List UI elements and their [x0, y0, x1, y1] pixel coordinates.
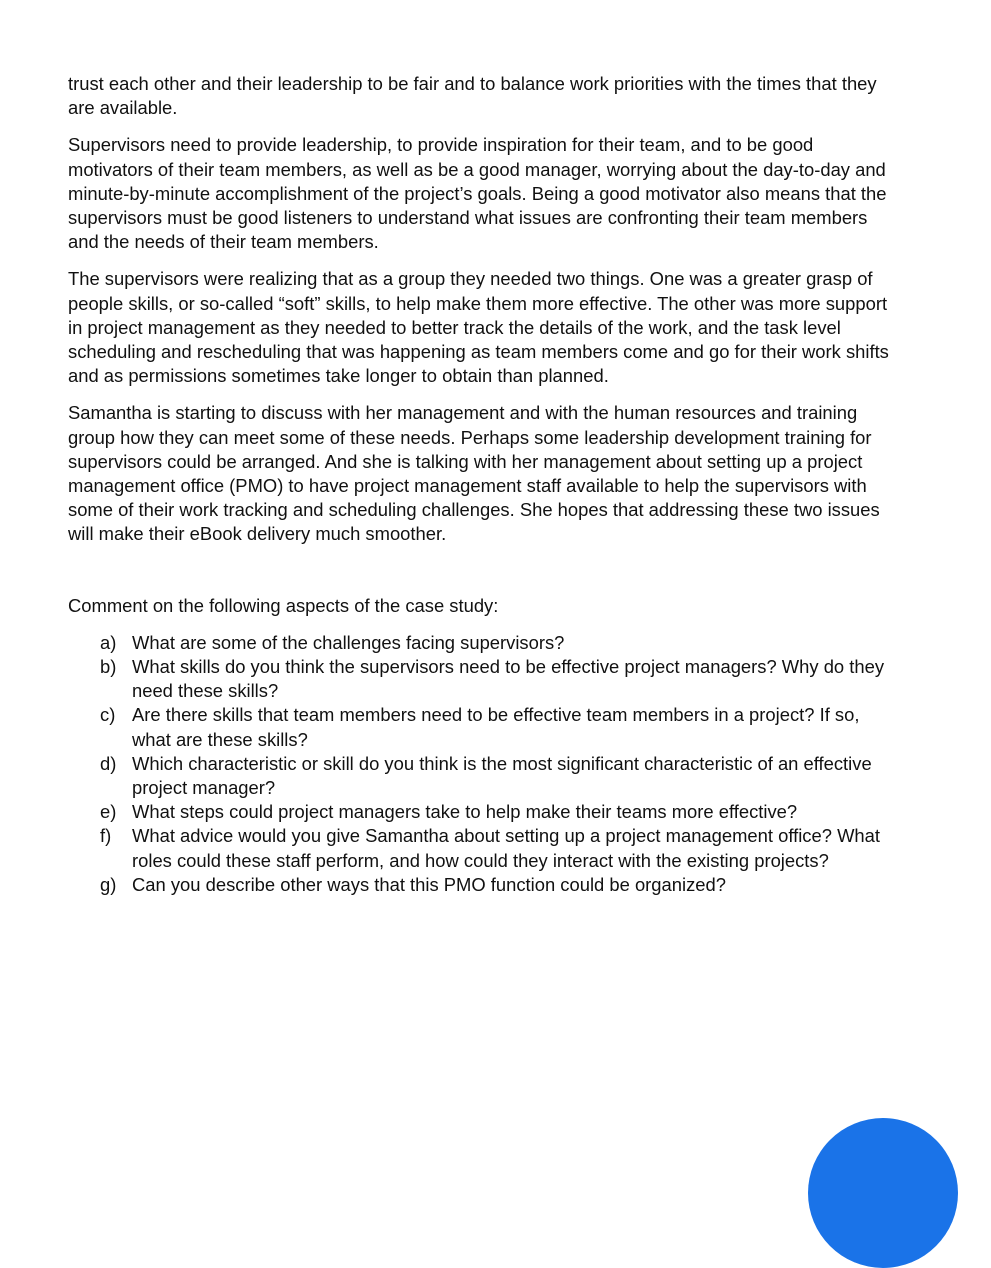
question-text: What are some of the challenges facing supervisors? — [132, 631, 565, 653]
question-item — [100, 752, 898, 800]
paragraph-samantha-plans: Samantha is starting to discuss with her management and with the human resources and training group how they can meet some of these needs. Perhaps some leadership development training for supervisors could be arranged. And she is talking with her management about setting up a project management office (PMO) to have project management staff available to help the supervisors with some of their work tracking and scheduling challenges. She hopes that addressing these two issues will make their eBook delivery much smoother. — [68, 402, 880, 545]
question-text: Which characteristic or skill do you think is the most significant characteristic of an effective project manager? — [132, 752, 872, 799]
question-item — [100, 800, 898, 824]
paragraph-leadership-trust: trust each other and their leadership to be fair and to balance work priorities with the times that they are available. — [68, 73, 877, 119]
question-letter: f) — [100, 825, 112, 847]
question-letter: b) — [100, 656, 117, 678]
question-text: What skills do you think the supervisors need to be effective project managers? Why do they need these skills? — [132, 656, 885, 702]
question-letter: a) — [100, 631, 117, 653]
question-text: Can you describe other ways that this PMO function could be organized? — [132, 873, 726, 895]
question-item — [100, 655, 898, 703]
paragraph-supervisor-role: Supervisors need to provide leadership, to provide inspiration for their team, and to be good motivators of their team members, as well as be a good manager, worrying about the day-to-day and minute-by-minute accomplishment of the project’s goals. Being a good motivator also means that the supervisors must be good listeners to understand what issues are confronting their team members and the needs of their team members. — [68, 134, 887, 253]
question-list — [68, 631, 898, 897]
question-letter: c) — [100, 704, 116, 726]
paragraph-supervisor-needs: The supervisors were realizing that as a group they needed two things. One was a greater grasp of people skills, or so-called “soft” skills, to help make them more effective. The other was more support in project management as they needed to better track the details of the work, and the task level scheduling and rescheduling that was happening as team members come and go for their work shifts and as permissions sometimes take longer to obtain than planned. — [68, 268, 889, 387]
question-letter: d) — [100, 752, 117, 774]
question-item — [100, 873, 898, 897]
questions-heading: Comment on the following aspects of the case study: — [68, 594, 499, 616]
question-letter: e) — [100, 801, 117, 823]
question-text: What advice would you give Samantha about setting up a project management office? What roles could these staff perform, and how could they interact with the existing projects? — [132, 825, 880, 871]
question-letter: g) — [100, 873, 117, 895]
question-text: Are there skills that team members need to be effective team members in a project? If so, what are these skills? — [132, 704, 860, 750]
question-item — [100, 631, 898, 655]
question-item — [100, 703, 898, 751]
question-text: What steps could project managers take to help make their teams more effective? — [132, 801, 798, 823]
document-page — [68, 72, 898, 897]
floating-action-button[interactable] — [808, 1118, 958, 1268]
question-item — [100, 824, 898, 872]
